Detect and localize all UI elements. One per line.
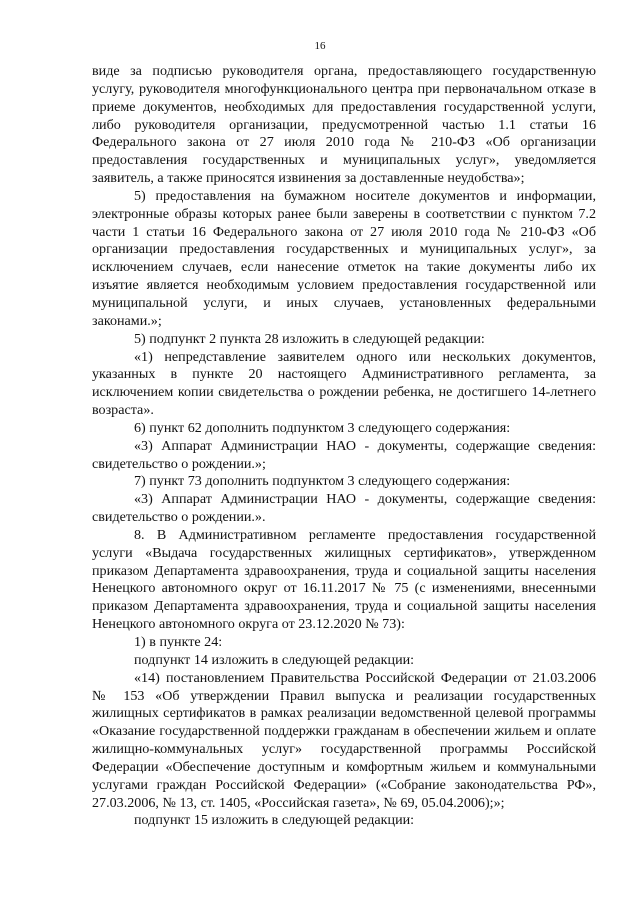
paragraph-quote-14: «14) постановлением Правительства Российской Федерации от 21.03.2006 № 153 «Об утверждении Правил выпуска и реализации государственных жилищных сертификатов в рамках реализации ведомственной целевой программы «Оказание государственной поддержки гражданам в обеспечении жильем и оплате жилищно-коммунальных услуг» государственной программы Российской Федерации «Обеспечение доступным и комфортным жильем и коммунальными услугами граждан Российской Федерации» («Собрание законодательства РФ», 27.03.2006, № 13, ст. 1405, «Российская газета», № 69, 05.04.2006);»;: [92, 669, 596, 811]
paragraph-item-5-amendment: 5) подпункт 2 пункта 28 изложить в следующей редакции:: [134, 330, 485, 347]
paragraph-item-5-documents: 5) предоставления на бумажном носителе документов и информации, электронные образы которых ранее были заверены в соответствии с пунктом 7.2 части 1 статьи 16 Федерального закона от 27 июля 2010 года № 210-ФЗ «Об организации предоставления государственных и муниципальных услуг», за исключением случаев, если нанесение отметок на такие документы либо их изъятие является необходимым условием предоставления государственной или муниципальной услуги, и иных случаев, установленных федеральными законами.»;: [92, 187, 596, 329]
paragraph-item-1-point-24: 1) в пункте 24:: [134, 634, 223, 650]
paragraph-item-6: 6) пункт 62 дополнить подпунктом 3 следующего содержания:: [134, 419, 511, 436]
paragraph-section-8: 8. В Административном регламенте предоставления государственной услуги «Выдача государственных жилищных сертификатов», утвержденном приказом Департамента здравоохранения, труда и социальной защиты населения Ненецкого автономного округ от 16.11.2017 № 75 (с изменениями, внесенными приказом Департамента здравоохранения, труда и социальной защиты населения Ненецкого автономного округа от 23.12.2020 № 73):: [92, 526, 596, 633]
paragraph-subitem-14: подпункт 14 изложить в следующей редакции:: [134, 651, 415, 668]
paragraph-item-7: 7) пункт 73 дополнить подпунктом 3 следующего содержания:: [134, 473, 511, 490]
paragraph-subitem-15: подпункт 15 изложить в следующей редакции:: [134, 812, 415, 829]
page-number: 16: [314, 40, 326, 52]
paragraph-quote-3-first: «3) Аппарат Администрации НАО - документы, содержащие сведения: свидетельство о рождении.»;: [92, 437, 596, 472]
paragraph-quote-3-second: «3) Аппарат Администрации НАО - документы, содержащие сведения: свидетельство о рождении.».: [92, 491, 596, 526]
paragraph-continuation: виде за подписью руководителя органа, предоставляющего государственную услугу, руководителя многофункционального центра при первоначальном отказе в приеме документов, необходимых для предоставления государственной услуги, либо руководителя организации, предусмотренной частью 1.1 статьи 16 Федерального закона от 27 июля 2010 года № 210-ФЗ «Об организации предоставления государственных и муниципальных услуг», уведомляется заявитель, а также приносятся извинения за доставленные неудобства»;: [92, 63, 596, 187]
document-body: [92, 63, 596, 830]
paragraph-quote-1: «1) непредставление заявителем одного или нескольких документов, указанных в пункте 20 настоящего Административного регламента, за исключением копии свидетельства о рождении ребенка, не достигшего 14-летнего возраста».: [92, 348, 596, 419]
